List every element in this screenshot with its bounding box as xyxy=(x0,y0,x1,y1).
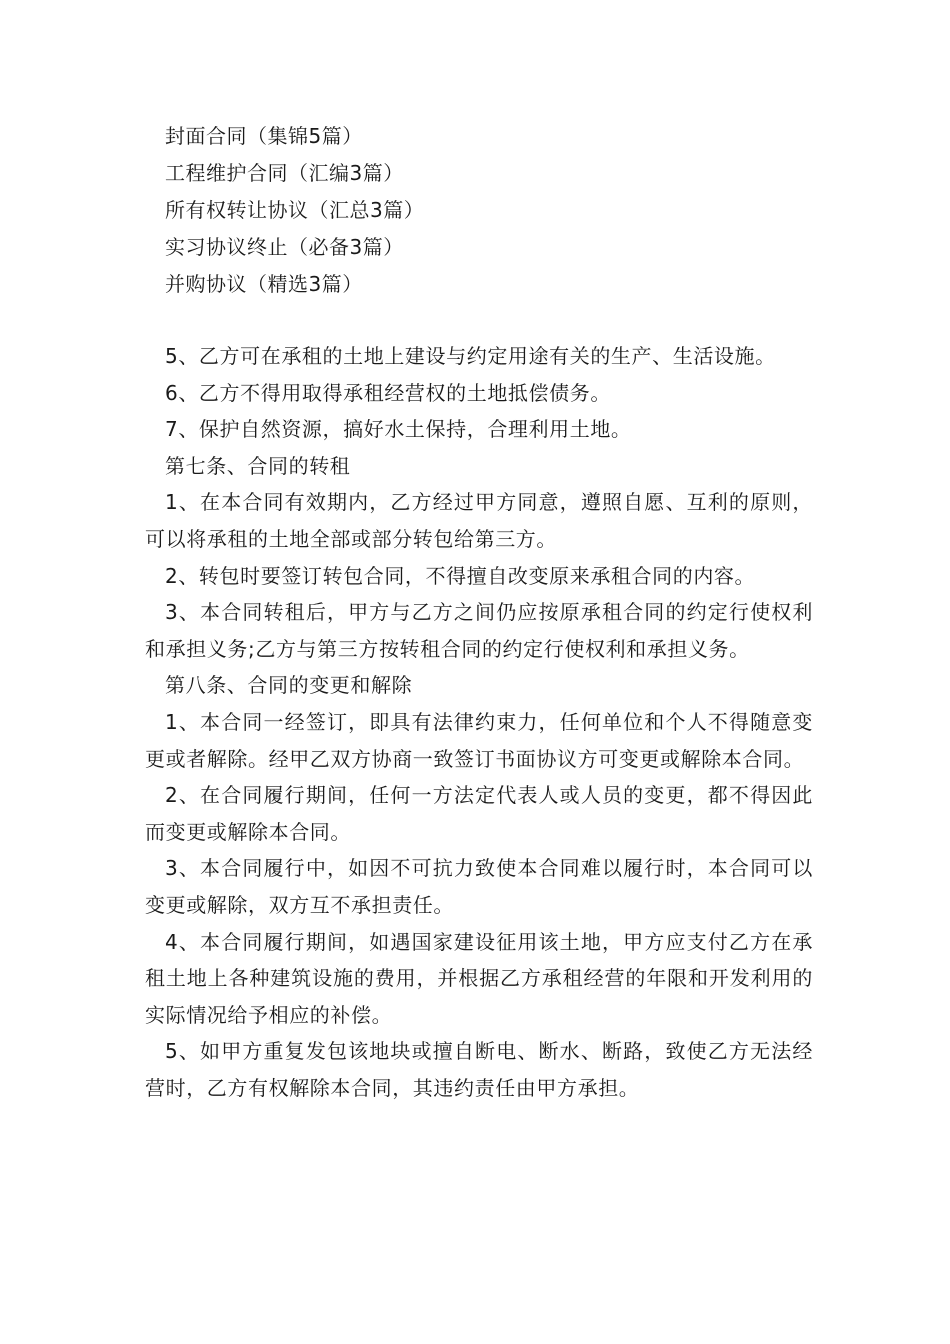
clause-paragraph: 2、在合同履行期间，任何一方法定代表人或人员的变更，都不得因此而变更或解除本合同。 xyxy=(145,783,813,844)
clause-paragraph: 3、本合同转租后，甲方与乙方之间仍应按原承租合同的约定行使权利和承担义务;乙方与第三方按转租合同的约定行使权利和承担义务。 xyxy=(145,600,813,661)
related-link[interactable]: 实习协议终止（必备3篇） xyxy=(165,235,404,259)
clause-paragraph: 1、在本合同有效期内，乙方经过甲方同意，遵照自愿、互利的原则，可以将承租的土地全部或部分转包给第三方。 xyxy=(145,490,813,551)
related-link[interactable]: 并购协议（精选3篇） xyxy=(165,272,363,296)
related-links-list xyxy=(165,118,865,303)
clause-paragraph: 5、乙方可在承租的土地上建设与约定用途有关的生产、生活设施。 xyxy=(165,344,776,368)
clause-paragraph: 3、本合同履行中，如因不可抗力致使本合同难以履行时，本合同可以变更或解除，双方互不承担责任。 xyxy=(145,856,813,917)
contract-body xyxy=(145,338,813,1106)
clause-paragraph: 7、保护自然资源，搞好水土保持，合理利用土地。 xyxy=(165,417,632,442)
clause-paragraph: 5、如甲方重复发包该地块或擅自断电、断水、断路，致使乙方无法经营时，乙方有权解除本合同，其违约责任由甲方承担。 xyxy=(145,1039,813,1100)
section-heading: 第七条、合同的转租 xyxy=(165,453,351,478)
section-heading: 第八条、合同的变更和解除 xyxy=(165,673,413,698)
clause-paragraph: 2、转包时要签订转包合同，不得擅自改变原来承租合同的内容。 xyxy=(165,563,756,588)
related-link[interactable]: 封面合同（集锦5篇） xyxy=(165,124,363,148)
related-link[interactable]: 工程维护合同（汇编3篇） xyxy=(165,161,404,185)
related-link[interactable]: 所有权转让协议（汇总3篇） xyxy=(165,198,425,222)
clause-paragraph: 1、本合同一经签订，即具有法律约束力，任何单位和个人不得随意变更或者解除。经甲乙双方协商一致签订书面协议方可变更或解除本合同。 xyxy=(145,709,813,771)
clause-paragraph: 4、本合同履行期间，如遇国家建设征用该土地，甲方应支付乙方在承租土地上各种建筑设施的费用，并根据乙方承租经营的年限和开发利用的实际情况给予相应的补偿。 xyxy=(145,929,813,1027)
clause-paragraph: 6、乙方不得用取得承租经营权的土地抵偿债务。 xyxy=(165,380,611,405)
